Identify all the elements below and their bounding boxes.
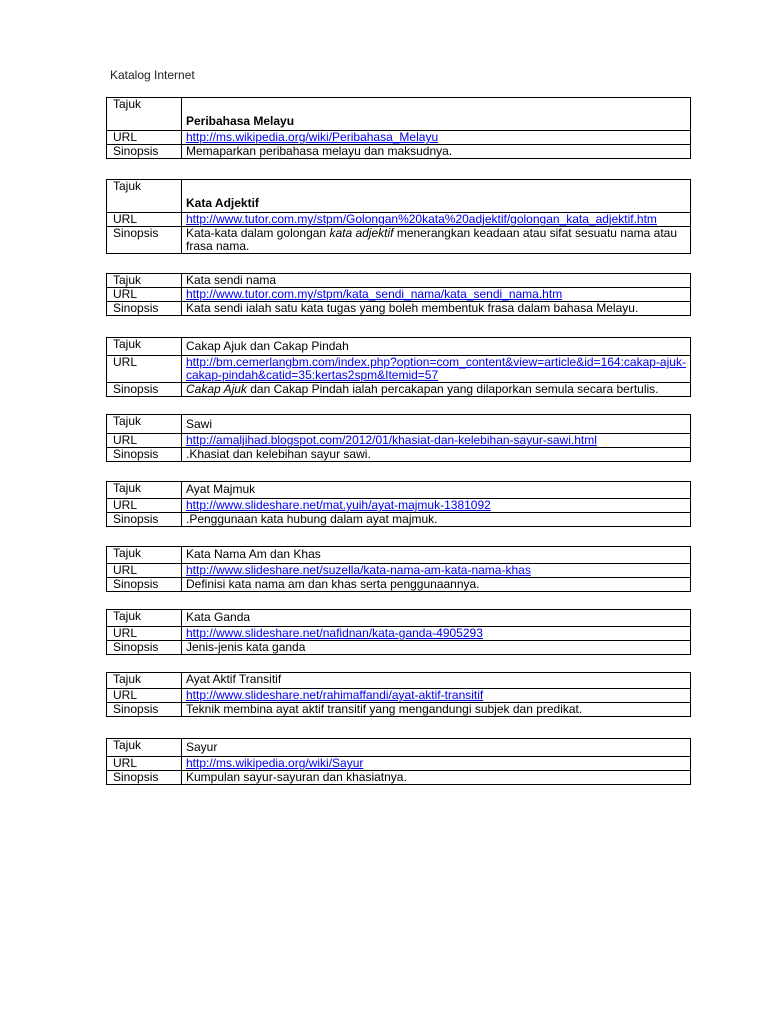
catalog-entry [106,414,691,462]
entry-title: Kata Nama Am dan Khas [182,547,691,564]
entry-url-link[interactable]: http://ms.wikipedia.org/wiki/Sayur [186,756,364,770]
url-label: URL [107,434,182,448]
entry-url-link[interactable]: http://ms.wikipedia.org/wiki/Peribahasa_Melayu [186,130,439,144]
synopsis-label: Sinopsis [107,448,182,462]
title-label: Tajuk [107,739,182,757]
catalog-entry [106,481,691,527]
url-label: URL [107,757,182,771]
synopsis-label: Sinopsis [107,641,182,655]
entry-synopsis: Definisi kata nama am dan khas serta penggunaannya. [182,578,691,592]
entry-synopsis: .Khasiat dan kelebihan sayur sawi. [182,448,691,462]
entry-title: Sawi [182,415,691,434]
entry-url-link[interactable]: http://www.slideshare.net/mat.yuih/ayat-majmuk-1381092 [186,498,491,512]
catalog-entry [106,337,691,397]
entry-title: Ayat Aktif Transitif [182,673,691,689]
url-label: URL [107,288,182,302]
catalog-entry [106,546,691,592]
title-label: Tajuk [107,610,182,627]
entry-title: Ayat Majmuk [182,482,691,499]
entry-url-link[interactable]: http://bm.cemerlangbm.com/index.php?option=com_content&view=article&id=164:cakap-ajuk-cakap-pindah&catid=35:kertas2spm&Itemid=57 [186,355,686,382]
synopsis-label: Sinopsis [107,145,182,159]
entry-synopsis: Jenis-jenis kata ganda [182,641,691,655]
entry-synopsis: Kumpulan sayur-sayuran dan khasiatnya. [182,771,691,785]
synopsis-label: Sinopsis [107,383,182,397]
title-label: Tajuk [107,673,182,689]
entry-synopsis: .Penggunaan kata hubung dalam ayat majmuk. [182,513,691,527]
entry-url-link[interactable]: http://www.slideshare.net/nafidnan/kata-ganda-4905293 [186,626,483,640]
title-label: Tajuk [107,482,182,499]
entry-title: Sayur [182,739,691,757]
url-label: URL [107,499,182,513]
title-label: Tajuk [107,180,182,213]
url-label: URL [107,564,182,578]
title-label: Tajuk [107,547,182,564]
entry-title: Kata Adjektif [182,180,691,213]
url-label: URL [107,131,182,145]
entry-title: Cakap Ajuk dan Cakap Pindah [182,338,691,356]
title-label: Tajuk [107,415,182,434]
synopsis-label: Sinopsis [107,578,182,592]
entry-url-link[interactable]: http://amaljihad.blogspot.com/2012/01/khasiat-dan-kelebihan-sayur-sawi.html [186,433,597,447]
synopsis-label: Sinopsis [107,703,182,717]
entry-synopsis: Memaparkan peribahasa melayu dan maksudnya. [182,145,691,159]
entry-synopsis: Kata sendi ialah satu kata tugas yang boleh membentuk frasa dalam bahasa Melayu. [182,302,691,316]
catalog-entry [106,97,691,159]
url-label: URL [107,356,182,383]
catalog-entry [106,738,691,785]
title-label: Tajuk [107,274,182,288]
catalog-entry [106,179,691,254]
url-label: URL [107,627,182,641]
entry-synopsis: Kata-kata dalam golongan kata adjektif menerangkan keadaan atau sifat sesuatu nama atau frasa nama. [182,227,691,254]
entry-url-link[interactable]: http://www.tutor.com.my/stpm/Golongan%20kata%20adjektif/golongan_kata_adjektif.htm [186,212,657,226]
page-heading: Katalog Internet [110,68,195,82]
catalog-entry [106,609,691,655]
title-label: Tajuk [107,338,182,356]
entry-title: Kata sendi nama [182,274,691,288]
entry-url-link[interactable]: http://www.slideshare.net/rahimaffandi/ayat-aktif-transitif [186,688,484,702]
title-label: Tajuk [107,98,182,131]
catalog-entry [106,672,691,717]
catalog-entry [106,273,691,316]
synopsis-label: Sinopsis [107,771,182,785]
synopsis-label: Sinopsis [107,227,182,254]
synopsis-label: Sinopsis [107,302,182,316]
entry-url-link[interactable]: http://www.slideshare.net/suzella/kata-nama-am-kata-nama-khas [186,563,531,577]
url-label: URL [107,213,182,227]
entry-url-link[interactable]: http://www.tutor.com.my/stpm/kata_sendi_nama/kata_sendi_nama.htm [186,287,563,301]
entry-synopsis: Cakap Ajuk dan Cakap Pindah ialah percakapan yang dilaporkan semula secara bertulis. [182,383,691,397]
url-label: URL [107,689,182,703]
synopsis-label: Sinopsis [107,513,182,527]
entry-title: Kata Ganda [182,610,691,627]
entry-title: Peribahasa Melayu [182,98,691,131]
entry-synopsis: Teknik membina ayat aktif transitif yang mengandungi subjek dan predikat. [182,703,691,717]
